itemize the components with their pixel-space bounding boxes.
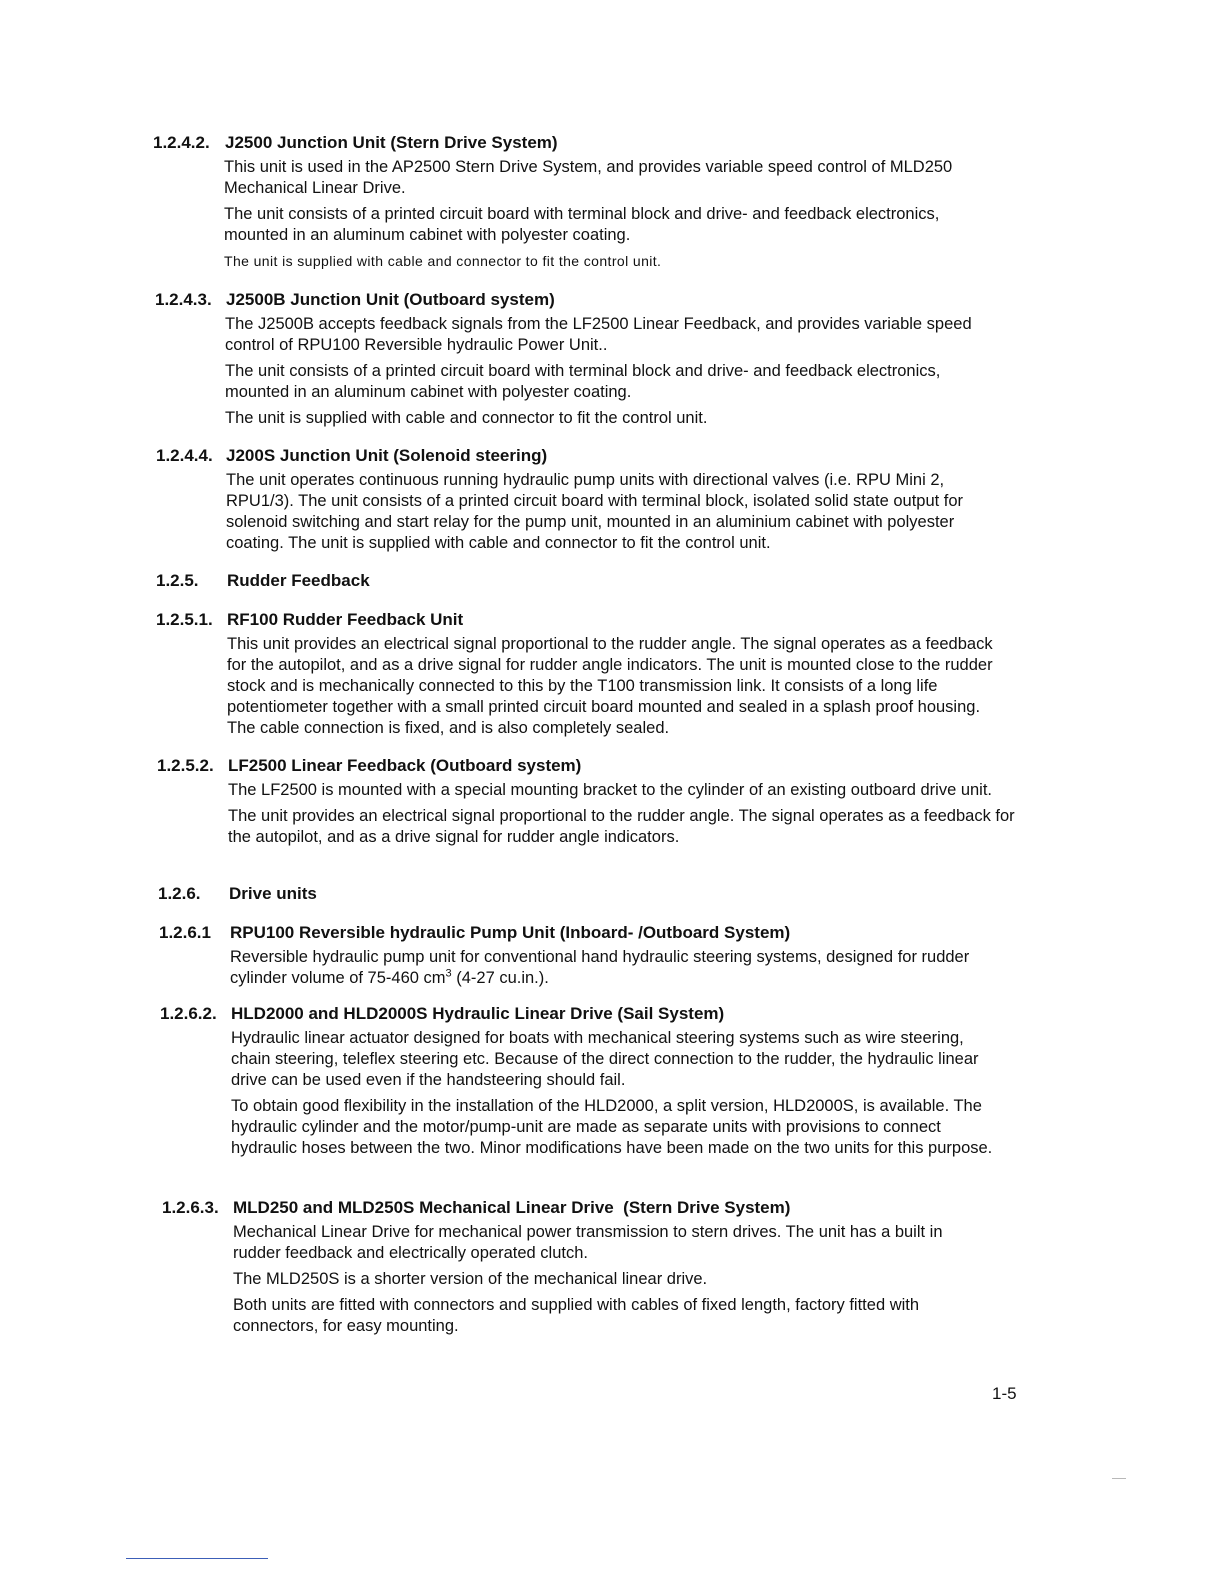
- volume-text-end: (4-27 cu.in.).: [451, 969, 549, 987]
- page-number: 1-5: [992, 1384, 1017, 1403]
- section-1-2-4-4: [0, 445, 1224, 554]
- section-heading: [0, 445, 1224, 467]
- section-title: LF2500 Linear Feedback (Outboard system): [228, 756, 582, 775]
- section-number: 1.2.6.: [158, 884, 201, 903]
- section-title: J2500B Junction Unit (Outboard system): [226, 290, 555, 309]
- superscript-3: 3: [445, 967, 452, 980]
- section-title: RPU100 Reversible hydraulic Pump Unit (Inboard- /Outboard System): [230, 923, 791, 942]
- paragraph: The MLD250S is a shorter version of the mechanical linear drive.: [233, 1270, 708, 1288]
- section-number: 1.2.6.3.: [162, 1198, 219, 1217]
- section-title: J2500 Junction Unit (Stern Drive System): [225, 133, 558, 152]
- section-title: MLD250 and MLD250S Mechanical Linear Drive (Stern Drive System): [233, 1198, 791, 1217]
- paragraph: The unit is supplied with cable and connector to fit the control unit.: [225, 409, 708, 427]
- section-heading: [0, 609, 1224, 631]
- section-title: Rudder Feedback: [227, 571, 370, 590]
- section-1-2-5-1: [0, 609, 1224, 739]
- section-number: 1.2.5.1.: [156, 610, 213, 629]
- section-number: 1.2.4.4.: [156, 446, 213, 465]
- paragraph: [230, 947, 990, 989]
- section-heading: [0, 755, 1224, 777]
- section-1-2-6: [0, 883, 1224, 905]
- section-title: Drive units: [229, 884, 317, 903]
- paragraph: The J2500B accepts feedback signals from the LF2500 Linear Feedback, and provides variable speed control of RPU100 Reversible hydraulic Power Unit..: [225, 315, 972, 354]
- paragraph: Hydraulic linear actuator designed for boats with mechanical steering systems such as wire steering, chain steering, teleflex steering etc. Because of the direct connection to the rudder, the hydraulic linear drive can be used even if the handsteering should fail.: [231, 1029, 979, 1089]
- section-heading: [0, 883, 1224, 905]
- section-heading: [0, 570, 1224, 592]
- section-1-2-6-1: [0, 922, 1224, 989]
- section-1-2-4-3: [0, 289, 1224, 429]
- paragraph: The unit provides an electrical signal proportional to the rudder angle. The signal operates as a feedback for the autopilot, and as a drive signal for rudder angle indicators.: [228, 807, 1015, 846]
- section-number: 1.2.5.2.: [157, 756, 214, 775]
- section-1-2-6-3: [0, 1197, 1224, 1337]
- paragraph: Both units are fitted with connectors and supplied with cables of fixed length, factory fitted with connectors, for easy mounting.: [233, 1296, 920, 1335]
- section-heading: [0, 132, 1224, 154]
- section-title: J200S Junction Unit (Solenoid steering): [226, 446, 548, 465]
- section-heading: [0, 1003, 1224, 1025]
- paragraph: Mechanical Linear Drive for mechanical power transmission to stern drives. The unit has a built in rudder feedback and electrically operated clutch.: [233, 1223, 943, 1262]
- paragraph: The LF2500 is mounted with a special mounting bracket to the cylinder of an existing outboard drive unit.: [228, 781, 993, 799]
- paragraph: The unit is supplied with cable and connector to fit the control unit.: [224, 253, 662, 269]
- section-title: RF100 Rudder Feedback Unit: [227, 610, 464, 629]
- section-number: 1.2.4.2.: [153, 133, 210, 152]
- section-1-2-5: [0, 570, 1224, 592]
- footnote-rule: [126, 1558, 268, 1559]
- section-number: 1.2.5.: [156, 571, 199, 590]
- section-number: 1.2.4.3.: [155, 290, 212, 309]
- volume-text: Reversible hydraulic pump unit for conventional hand hydraulic steering systems, designed for rudder cylinder volume of 75-460 cm: [230, 948, 970, 987]
- section-heading: [0, 1197, 1224, 1219]
- paragraph: The unit consists of a printed circuit board with terminal block and drive- and feedback electronics, mounted in an aluminum cabinet with polyester coating.: [224, 205, 940, 244]
- scan-edge-mark: [1112, 1478, 1126, 1479]
- paragraph: This unit provides an electrical signal proportional to the rudder angle. The signal operates as a feedback for the autopilot, and as a drive signal for rudder angle indicators. The unit is mounted close to the rudder stock and is mechanically connected to this by the T100 transmission link. It consists of a long life potentiometer together with a small printed circuit board mounted and sealed in a splash proof housing. The cable connection is fixed, and is also completely sealed.: [227, 635, 993, 737]
- section-number: 1.2.6.2.: [160, 1004, 217, 1023]
- paragraph: This unit is used in the AP2500 Stern Drive System, and provides variable speed control of MLD250 Mechanical Linear Drive.: [224, 158, 953, 197]
- section-1-2-6-2: [0, 1003, 1224, 1159]
- section-1-2-5-2: [0, 755, 1224, 848]
- section-1-2-4-2: [0, 132, 1224, 272]
- paragraph: The unit operates continuous running hydraulic pump units with directional valves (i.e. RPU Mini 2, RPU1/3). The unit consists of a printed circuit board with terminal block, isolated solid state output for solenoid switching and start relay for the pump unit, mounted in an aluminium cabinet with polyester coating. The unit is supplied with cable and connector to fit the control unit.: [226, 471, 964, 552]
- paragraph: The unit consists of a printed circuit board with terminal block and drive- and feedback electronics, mounted in an aluminum cabinet with polyester coating.: [225, 362, 941, 401]
- section-heading: [0, 922, 1224, 944]
- section-heading: [0, 289, 1224, 311]
- paragraph: To obtain good flexibility in the installation of the HLD2000, a split version, HLD2000S, is available. The hydraulic cylinder and the motor/pump-unit are made as separate units with provisions to connect hydraulic hoses between the two. Minor modifications have been made on the two units for this purpose.: [231, 1097, 993, 1157]
- section-title: HLD2000 and HLD2000S Hydraulic Linear Drive (Sail System): [231, 1004, 725, 1023]
- section-number: 1.2.6.1: [159, 923, 211, 942]
